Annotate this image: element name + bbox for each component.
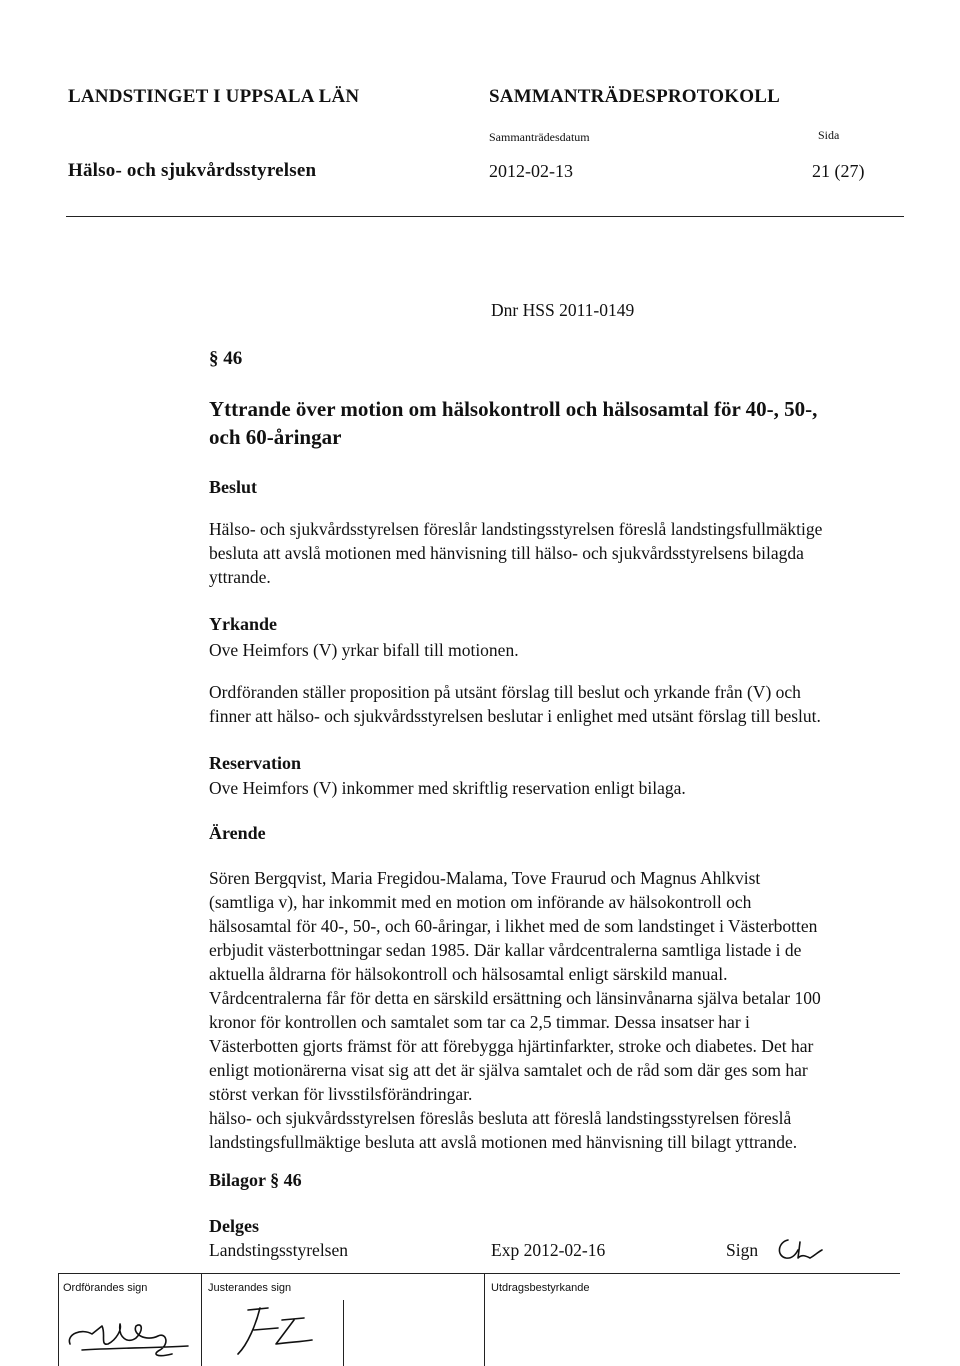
expedition-date: Exp 2012-02-16 [491,1240,606,1260]
arende-line: Sören Bergqvist, Maria Fregidou-Malama, Tove Fraurud och Magnus Ahlkvist [209,868,761,888]
adjuster-signature-icon [208,1300,338,1362]
reservation-text [209,776,909,800]
proposition-line: Ordföranden ställer proposition på utsänt förslag till beslut och yrkande från (V) och [209,682,801,702]
arende-line: landstingsfullmäktige besluta att avslå motionen med hänvisning till bilagt yttrande. [209,1132,798,1152]
delges-heading: Delges [209,1216,259,1236]
footer-border-left [58,1273,59,1366]
yrkande-text [209,638,909,662]
footer-divider [58,1273,900,1274]
yrkande-heading: Yrkande [209,614,278,634]
arende-line: kronor för kontrollen och samtalet som tar ca 2,5 timmar. Dessa insatser har i [209,1012,750,1032]
beslut-heading: Beslut [209,477,258,497]
footer-border-mid2 [343,1300,344,1366]
adjuster-sign-label: Justerandes sign [208,1282,292,1294]
chair-sign-label: Ordförandes sign [63,1282,148,1294]
footer-border-mid3 [484,1273,485,1366]
meeting-date: 2012-02-13 [489,161,573,181]
bilagor-heading: Bilagor § 46 [209,1170,302,1190]
date-label: Sammanträdesdatum [489,130,590,144]
reservation-heading: Reservation [209,753,301,773]
initials-signature-icon [774,1234,824,1264]
arende-line: hälso- och sjukvårdsstyrelsen föreslås besluta att föreslå landstingsstyrelsen föreslå [209,1108,792,1128]
agenda-title-line: och 60-åringar [209,425,342,449]
registration-number: Dnr HSS 2011-0149 [491,300,635,320]
delges-recipient: Landstingsstyrelsen [209,1240,349,1260]
proposition-text [209,680,909,728]
arende-line: Västerbotten gjorts främst för att förebygga hjärtinfarkter, stroke och diabetes. Det har [209,1036,814,1056]
yrkande-line: Ove Heimfors (V) yrkar bifall till motionen. [209,640,519,660]
section-number: § 46 [209,348,243,369]
reservation-line: Ove Heimfors (V) inkommer med skriftlig reservation enligt bilaga. [209,778,686,798]
page-number: 21 (27) [812,161,865,181]
sign-label: Sign [726,1240,759,1260]
beslut-text [209,517,909,589]
arende-heading: Ärende [209,823,266,843]
arende-text [209,866,909,1154]
arende-line: enligt motionärerna visat sig att det är själva samtalet och de råd som där ges som har [209,1060,808,1080]
arende-line: (samtliga v), har inkommit med en motion om införande av hälsokontroll och [209,892,752,912]
proposition-line: finner att hälso- och sjukvårdsstyrelsen beslutar i enlighet med utsänt förslag till beslut. [209,706,821,726]
extract-certification-label: Utdragsbestyrkande [491,1282,590,1294]
document-type: SAMMANTRÄDESPROTOKOLL [489,86,780,107]
arende-line: Vårdcentralerna får för detta en särskild ersättning och länsinvånarna själva betalar 100 [209,988,821,1008]
arende-line: störst verkan för livsstilsförändringar. [209,1084,473,1104]
page-label: Sida [818,128,840,142]
agenda-title [209,395,909,451]
agenda-title-line: Yttrande över motion om hälsokontroll och hälsosamtal för 40-, 50-, [209,397,818,421]
arende-line: aktuella åldrarna för hälsokontroll och hälsosamtal enligt särskild manual. [209,964,728,984]
header-divider [66,216,904,217]
beslut-line: Hälso- och sjukvårdsstyrelsen föreslår landstingsstyrelsen föreslå landstingsfullmäktige [209,519,823,539]
arende-line: hälsosamtal för 40-, 50-, och 60-åringar, i likhet med de som landstinget i Västerbotten [209,916,818,936]
beslut-line: yttrande. [209,567,271,587]
org-name: LANDSTINGET I UPPSALA LÄN [68,86,360,107]
chair-signature-icon [62,1304,197,1362]
committee-name: Hälso- och sjukvårdsstyrelsen [68,160,317,181]
arende-line: erbjudit västerbottningar sedan 1985. Där kallar vårdcentralerna samtliga listade i de [209,940,802,960]
footer-border-mid1 [201,1273,202,1366]
beslut-line: besluta att avslå motionen med hänvisning till hälso- och sjukvårdsstyrelsens bilagda [209,543,804,563]
